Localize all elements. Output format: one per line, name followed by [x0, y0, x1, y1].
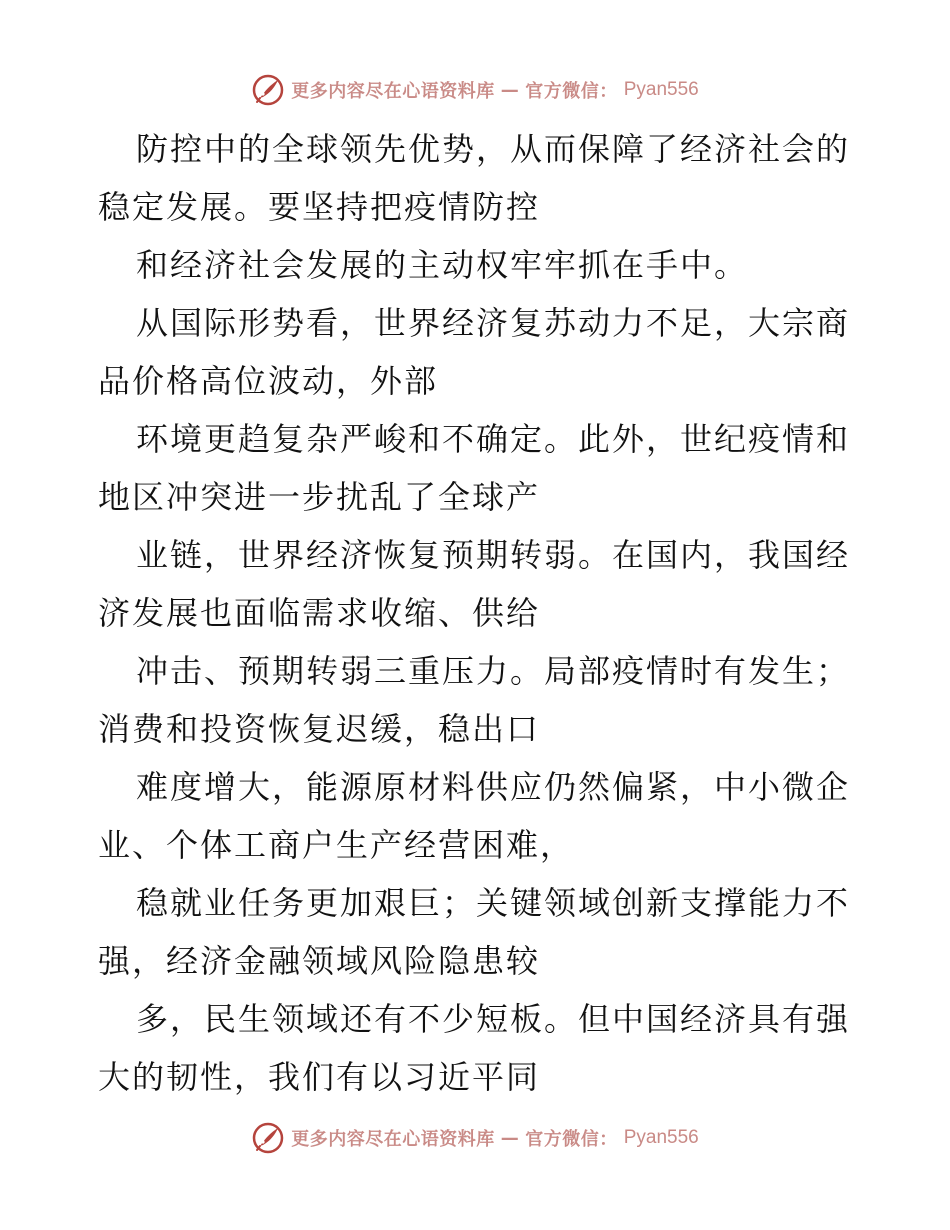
text-line-12: 难度增大，能源原材料供应仍然偏紧，中小微企 [136, 768, 851, 806]
text-line-7: 地区冲突进一步扰乱了全球产 [98, 478, 541, 516]
quill-pen-logo-icon [251, 1121, 285, 1155]
text-line-14: 稳就业任务更加艰巨；关键领域创新支撑能力不 [136, 884, 851, 922]
text-line-9: 济发展也面临需求收缩、供给 [98, 594, 541, 632]
footer-dash: — [500, 1127, 520, 1149]
text-line-8: 业链，世界经济恢复预期转弱。在国内，我国经 [136, 536, 851, 574]
text-line-15: 强，经济金融领域风险隐患较 [98, 942, 541, 980]
header-dash: — [500, 79, 520, 101]
quill-pen-logo-icon [251, 73, 285, 107]
text-line-13: 业、个体工商户生产经营困难， [98, 826, 575, 864]
footer-wechat-id: Pyan556 [623, 1127, 699, 1148]
header-watermark-banner [0, 70, 950, 110]
document-body [98, 120, 858, 1106]
text-line-10: 冲击、预期转弱三重压力。局部疫情时有发生； [136, 652, 851, 690]
footer-wechat-label: 官方微信： [525, 1129, 618, 1150]
text-line-6: 环境更趋复杂严峻和不确定。此外，世纪疫情和 [136, 420, 851, 458]
text-line-3: 和经济社会发展的主动权牢牢抓在手中。 [136, 246, 749, 284]
text-line-5: 品价格高位波动，外部 [98, 362, 439, 400]
text-line-17: 大的韧性，我们有以习近平同 [98, 1058, 541, 1096]
footer-brand-text: 更多内容尽在心语资料库 [291, 1129, 495, 1150]
footer-watermark-banner [0, 1118, 950, 1158]
text-line-2: 稳定发展。要坚持把疫情防控 [98, 188, 541, 226]
header-brand-text: 更多内容尽在心语资料库 [291, 81, 495, 102]
text-line-1: 防控中的全球领先优势，从而保障了经济社会的 [136, 130, 851, 168]
text-line-11: 消费和投资恢复迟缓，稳出口 [98, 710, 541, 748]
text-line-16: 多，民生领域还有不少短板。但中国经济具有强 [136, 1000, 851, 1038]
header-wechat-id: Pyan556 [623, 79, 699, 100]
text-line-4: 从国际形势看，世界经济复苏动力不足，大宗商 [136, 304, 851, 342]
header-wechat-label: 官方微信： [525, 81, 618, 102]
